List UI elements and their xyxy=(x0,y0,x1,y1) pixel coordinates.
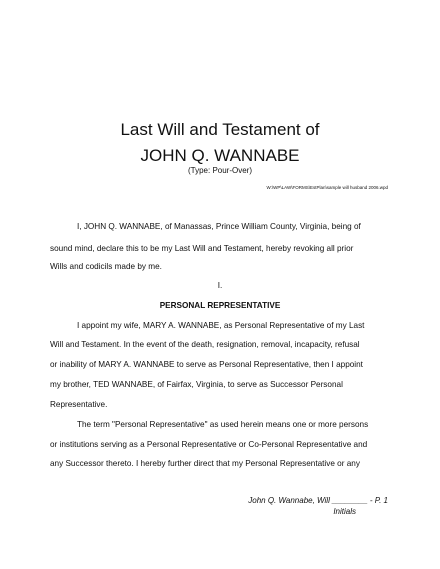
footer-initials-label: Initials xyxy=(333,507,356,516)
document-subtitle: (Type: Pour-Over) xyxy=(187,166,252,175)
paragraph-3-line-1: The term "Personal Representative" as used herein means one or more persons xyxy=(77,420,369,429)
paragraph-3-line-2: or institutions serving as a Personal Representative or Co-Personal Representative and xyxy=(50,440,368,449)
file-path-label: W:\WP\LAW\FORMS\EstPlan\sample will husband 2006.wpd xyxy=(266,185,388,190)
paragraph-2-line-2: Will and Testament. In the event of the death, resignation, removal, incapacity, refusal xyxy=(50,340,360,349)
paragraph-2-line-5: Representative. xyxy=(50,400,108,409)
article-number: I. xyxy=(217,281,223,290)
paragraph-3-line-3: any Successor thereto. I hereby further direct that my Personal Representative or any xyxy=(50,459,360,468)
document-title-line-2: JOHN Q. WANNABE xyxy=(140,146,300,165)
paragraph-1-line-1: I, JOHN Q. WANNABE, of Manassas, Prince William County, Virginia, being of xyxy=(77,222,361,231)
paragraph-1-line-3: Wills and codicils made by me. xyxy=(50,262,162,271)
paragraph-2-line-1: I appoint my wife, MARY A. WANNABE, as Personal Representative of my Last xyxy=(77,321,365,330)
document-title-line-1: Last Will and Testament of xyxy=(120,120,320,139)
footer-signature-line: John Q. Wannabe, Will ________ - P. 1 xyxy=(248,496,388,505)
article-heading: PERSONAL REPRESENTATIVE xyxy=(159,301,281,310)
paragraph-2-line-3: or inability of MARY A. WANNABE to serve as Personal Representative, then I appoint xyxy=(50,360,363,369)
paragraph-1-line-2: sound mind, declare this to be my Last Will and Testament, hereby revoking all prior xyxy=(50,244,354,253)
paragraph-2-line-4: my brother, TED WANNABE, of Fairfax, Virginia, to serve as Successor Personal xyxy=(50,380,343,389)
